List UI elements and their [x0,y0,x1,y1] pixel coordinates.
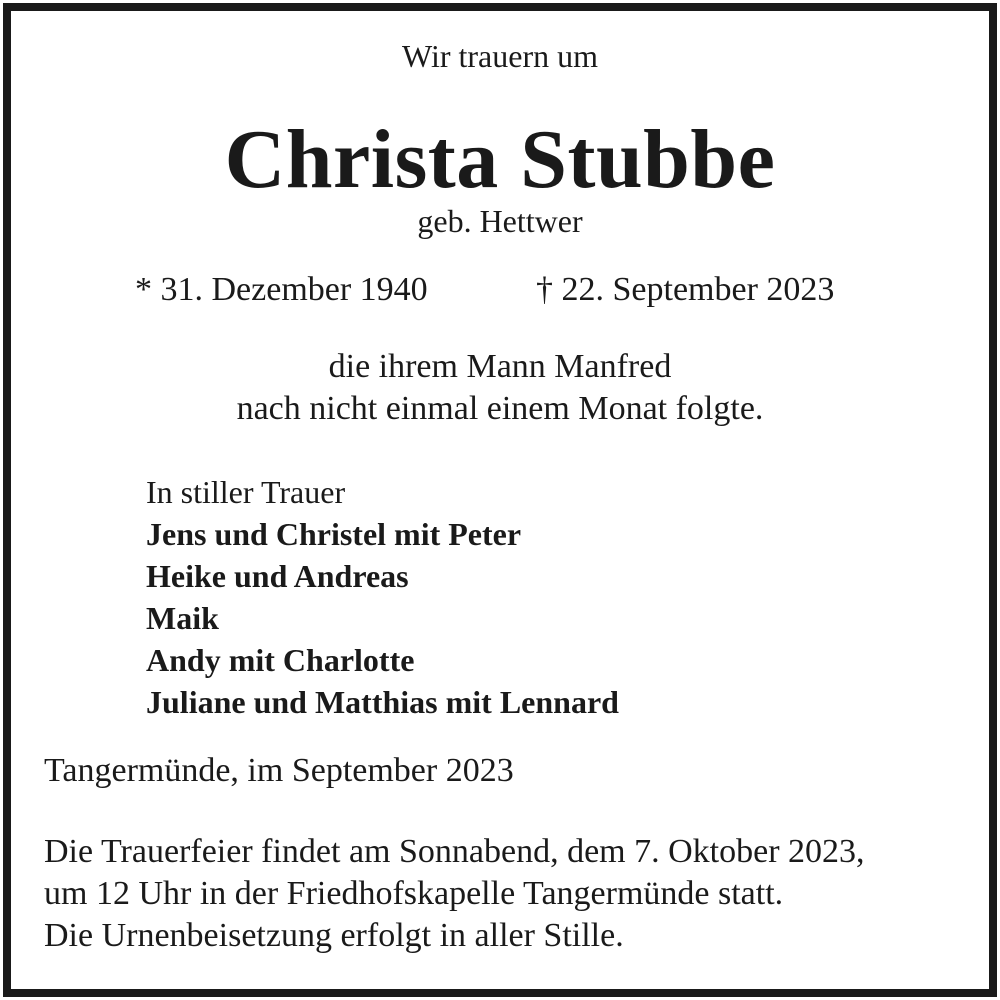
family-line: Andy mit Charlotte [146,642,415,678]
funeral-line: Die Urnenbeisetzung erfolgt in aller Stille. [44,917,624,954]
death-date: † 22. September 2023 [536,271,835,308]
intro-text: Wir trauern um [402,38,598,74]
deceased-name: Christa Stubbe [224,113,776,206]
family-line: Heike und Andreas [146,558,409,594]
funeral-line: Die Trauerfeier findet am Sonnabend, dem 7. Oktober 2023, [44,833,865,870]
funeral-info [44,831,865,957]
family-line: Jens und Christel mit Peter [146,516,522,552]
mourners-block [146,471,619,723]
note-line-2: nach nicht einmal einem Monat folgte. [236,390,764,427]
funeral-line: um 12 Uhr in der Friedhofskapelle Tangermünde statt. [44,875,784,912]
mourning-label: In stiller Trauer [146,474,346,510]
note-line-1: die ihrem Mann Manfred [328,348,672,385]
birth-date: * 31. Dezember 1940 [135,271,428,308]
maiden-name: geb. Hettwer [417,203,583,239]
family-line: Maik [146,600,219,636]
place-date: Tangermünde, im September 2023 [44,752,514,789]
family-line: Juliane und Matthias mit Lennard [146,684,619,720]
